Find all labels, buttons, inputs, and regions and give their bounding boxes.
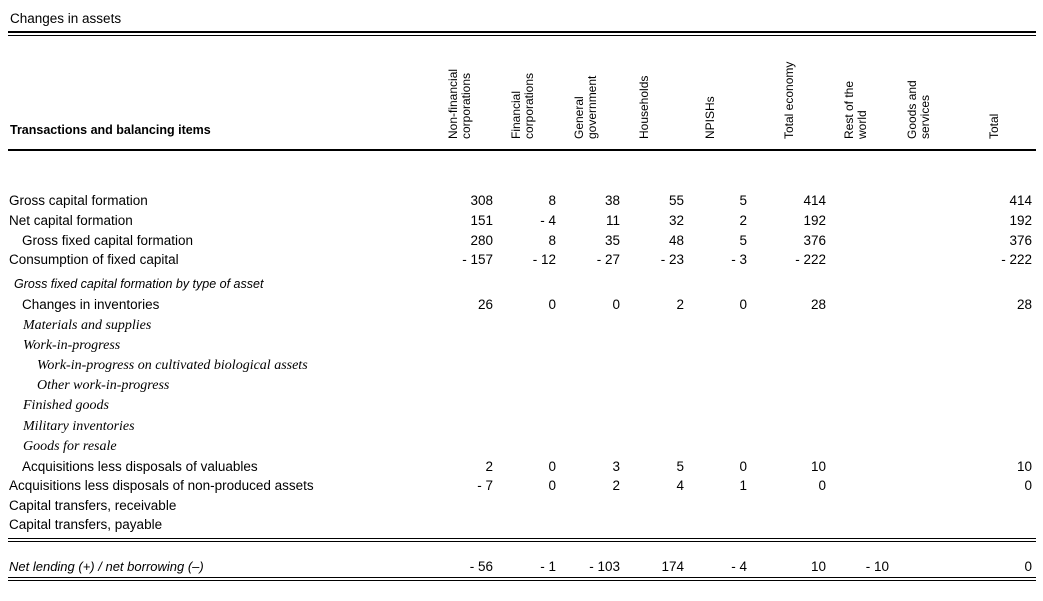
cell-value: 11 [605,213,620,228]
column-header-line1: Total [987,113,1001,139]
cell-value: 2 [676,297,684,312]
row-label: Capital transfers, receivable [9,498,177,513]
cell-value: 174 [661,559,684,574]
cell-value: 4 [676,478,684,493]
table-row [0,459,1043,477]
cell-value: - 10 [865,559,889,574]
row-label: Consumption of fixed capital [9,252,179,267]
cell-value: 8 [548,233,556,248]
cell-value: - 157 [462,252,493,267]
cell-value: 2 [485,459,493,474]
header-rule [8,149,1036,151]
cell-value: 32 [668,213,684,228]
cell-value: 0 [1024,559,1032,574]
cell-value: 28 [1016,297,1032,312]
cell-value: 280 [470,233,493,248]
cell-value: 414 [803,193,826,208]
cell-value: 0 [739,459,747,474]
cell-value: 26 [477,297,493,312]
row-label: Acquisitions less disposals of valuables [22,459,258,474]
row-label: Other work-in-progress [37,378,170,393]
cell-value: 308 [470,193,493,208]
column-header-line1: NPISHs [703,96,717,139]
table-title: Changes in assets [10,11,122,26]
row-label: Finished goods [23,398,109,413]
table-row [0,233,1043,251]
cell-value: 0 [612,297,620,312]
cell-value: 2 [739,213,747,228]
table-row [0,498,1043,516]
table-row [0,419,1043,437]
cell-value: 376 [1009,233,1032,248]
row-label: Net lending (+) / net borrowing (–) [9,559,204,574]
column-header-line1: Households [637,75,651,139]
table-row [0,297,1043,315]
footer-rule-top [8,538,1036,539]
table-row [0,378,1043,396]
row-header-label: Transactions and balancing items [10,123,211,137]
cell-value: 151 [470,213,493,228]
row-label: Materials and supplies [23,318,152,333]
cell-value: 0 [548,459,556,474]
column-header-line2: world [855,110,869,139]
cell-value: - 103 [589,559,620,574]
table-row [0,252,1043,270]
table-row [0,277,1043,295]
footer-rule-bottom [8,577,1036,578]
cell-value: 55 [668,193,684,208]
cell-value: 414 [1009,193,1032,208]
cell-value: 3 [612,459,620,474]
cell-value: 5 [676,459,684,474]
table-row [0,559,1043,577]
cell-value: 0 [548,297,556,312]
cell-value: 10 [1016,459,1032,474]
cell-value: 5 [739,233,747,248]
cell-value: 192 [803,213,826,228]
cell-value: 10 [810,559,826,574]
cell-value: 1 [739,478,747,493]
column-header-line1: Goods and [905,80,919,139]
row-label: Work-in-progress on cultivated biological assets [37,358,308,373]
cell-value: - 3 [731,252,747,267]
cell-value: 10 [810,459,826,474]
cell-value: 2 [612,478,620,493]
cell-value: - 7 [477,478,493,493]
column-header-line1: Non-financial [446,68,460,139]
cell-value: - 12 [532,252,556,267]
cell-value: - 1 [540,559,556,574]
title-rule [8,31,1036,33]
column-header-line1: Total economy [782,61,796,139]
column-header-line2: government [585,75,599,139]
row-label: Work-in-progress [23,338,121,353]
row-label: Changes in inventories [22,297,160,312]
cell-value: - 222 [795,252,826,267]
cell-value: - 23 [660,252,684,267]
cell-value: 0 [818,478,826,493]
footer-rule-bottom-2 [8,580,1036,581]
cell-value: - 4 [540,213,556,228]
row-label: Acquisitions less disposals of non-produced assets [9,478,314,493]
cell-value: 0 [548,478,556,493]
row-label: Goods for resale [23,439,117,454]
cell-value: - 222 [1001,252,1032,267]
cell-value: - 4 [731,559,747,574]
row-label: Military inventories [23,419,135,434]
cell-value: 8 [548,193,556,208]
column-header-line1: Financial [509,90,523,139]
row-label: Gross fixed capital formation [22,233,194,248]
cell-value: 5 [739,193,747,208]
table-row [0,318,1043,336]
table-row [0,358,1043,376]
column-header-line1: Rest of the [842,80,856,139]
row-label: Gross capital formation [9,193,148,208]
cell-value: 0 [1024,478,1032,493]
footer-rule-top-2 [8,541,1036,542]
table-row [0,439,1043,457]
cell-value: - 56 [469,559,493,574]
column-header-line2: services [918,94,932,139]
title-rule-thin [8,35,1036,36]
cell-value: - 27 [596,252,620,267]
table-row [0,193,1043,211]
table-row [0,398,1043,416]
cell-value: 0 [739,297,747,312]
row-label: Gross fixed capital formation by type of asset [14,277,264,291]
table-row [0,338,1043,356]
cell-value: 376 [803,233,826,248]
row-label: Net capital formation [9,213,133,228]
cell-value: 28 [810,297,826,312]
cell-value: 35 [604,233,620,248]
column-header-line2: corporations [459,72,473,139]
cell-value: 48 [668,233,684,248]
cell-value: 192 [1009,213,1032,228]
row-label: Capital transfers, payable [9,517,163,532]
column-header-line1: General [572,96,586,139]
table-row [0,213,1043,231]
column-header-line2: corporations [522,72,536,139]
table-row [0,517,1043,535]
table-row [0,478,1043,496]
cell-value: 38 [604,193,620,208]
